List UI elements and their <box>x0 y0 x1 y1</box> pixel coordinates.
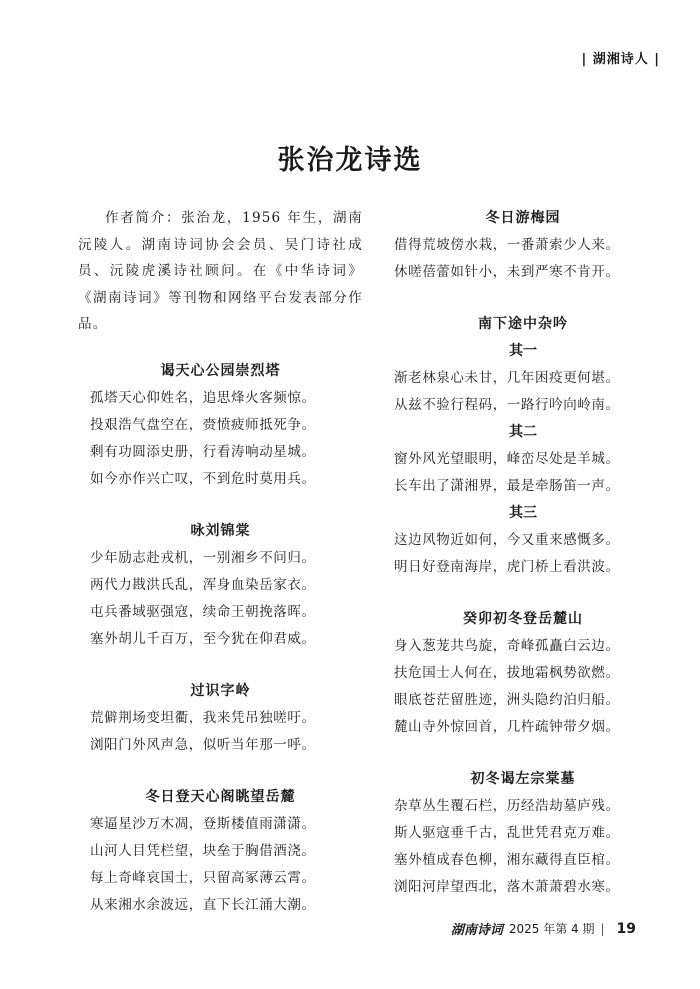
right-poem-list <box>378 205 668 901</box>
poem-subtitle: 其三 <box>509 505 537 521</box>
poem-title: 谒天心公园崇烈塔 <box>160 362 281 379</box>
poem-line: 窗外风光望眼明，峰峦尽处是羊城。 <box>394 451 620 467</box>
poem-title: 初冬谒左宗棠墓 <box>470 771 576 787</box>
poem-line: 投艰浩气盘空在，赍愤疲师抵死争。 <box>90 416 316 433</box>
poem-line: 少年励志赴戎机，一别湘乡不问归。 <box>90 549 316 566</box>
left-column <box>78 205 363 944</box>
poem-title: 过识字岭 <box>190 682 251 699</box>
page-footer <box>451 919 636 938</box>
poem-line: 如今亦作兴亡叹，不到危时莫用兵。 <box>90 470 316 487</box>
poem-line: 麓山寺外惊回首，几杵疏钟带夕烟。 <box>394 719 620 735</box>
poem-line: 每上奇峰哀国士，只留高冢薄云霄。 <box>90 869 316 886</box>
poem-line: 两代力戡洪氏乱，浑身血染岳家衣。 <box>90 576 316 593</box>
poem-line: 荒僻荆场变坦衢，我来凭吊独嗟吁。 <box>90 709 316 726</box>
poem <box>78 678 363 759</box>
left-poem-list <box>78 358 363 919</box>
poem-line: 斯人驱寇垂千古，乱世凭君克万难。 <box>394 825 620 841</box>
poem-line: 从来湘水余波远，直下长江涌大潮。 <box>90 896 316 913</box>
poem-line: 休嗟蓓蕾如针小，未到严寒不肯开。 <box>394 264 620 280</box>
poem <box>378 766 668 901</box>
page-title: 张治龙诗选 <box>277 145 423 176</box>
page-number: 19 <box>616 920 636 937</box>
right-column <box>378 205 668 926</box>
poem-line: 从兹不验行程码，一路行吟向岭南。 <box>394 397 620 413</box>
poem-line: 这边风物近如何，今又重来感慨多。 <box>394 532 620 548</box>
poem-title: 冬日登天心阁眺望岳麓 <box>145 788 296 805</box>
poem-line: 眼底苍茫留胜迹，洲头隐约泊归船。 <box>394 692 620 708</box>
poem-line: 浏阳门外风声急，似听当年那一呼。 <box>90 736 316 753</box>
poem-line: 长车出了潇湘界，最是牵肠笛一声。 <box>394 478 620 494</box>
poem-line: 屯兵番域驱强寇，续命王朝挽落晖。 <box>90 603 316 620</box>
footer-separator: | <box>600 921 605 936</box>
poem-title: 咏刘锦棠 <box>190 522 251 539</box>
poem-line: 山河人目凭栏望，块垒于胸借酒浇。 <box>90 842 316 859</box>
poem <box>78 358 363 493</box>
poem-subtitle: 其一 <box>509 343 537 359</box>
poem-line: 剩有功圆添史册，行看涛响动星城。 <box>90 443 316 460</box>
journal-brand: 湖南诗词 <box>450 923 503 938</box>
author-intro: 作者简介：张治龙，1956 年生，湖南沅陵人。湖南诗词协会会员、吴门诗社成员、沅陵虎溪诗社顾问。在《中华诗词》《湖南诗词》等刊物和网络平台发表部分作品。 <box>78 210 363 332</box>
poem <box>78 518 363 653</box>
poem-line: 杂草丛生覆石栏，历经浩劫墓庐残。 <box>394 798 620 814</box>
poem-line: 孤塔天心仰姓名，追思烽火客频惊。 <box>90 389 316 406</box>
issue-label: 2025 年第 4 期 <box>508 922 595 936</box>
poem-title: 癸卯初冬登岳麓山 <box>463 611 583 627</box>
poem <box>78 784 363 919</box>
poem <box>378 205 668 286</box>
poem-line: 扶危国士人何在，拔地霜枫势欲燃。 <box>394 665 620 681</box>
poem-title: 南下途中杂吟 <box>478 316 568 332</box>
poem-line: 寒逼星沙万木凋，登斯楼值雨潇潇。 <box>90 815 316 832</box>
poem-title: 冬日游梅园 <box>485 210 561 226</box>
section-tag: | 湖湘诗人 | <box>581 52 660 67</box>
poem-line: 明日好登南海岸，虎门桥上看洪波。 <box>394 559 620 575</box>
poem <box>378 606 668 741</box>
poem <box>378 311 668 581</box>
poem-subtitle: 其二 <box>509 424 537 440</box>
poem-line: 塞外胡儿千百万，至今犹在仰君威。 <box>90 630 316 647</box>
poem-line: 身入葱茏共鸟旋，奇峰孤矗白云边。 <box>394 638 620 654</box>
poem-line: 浏阳河岸望西北，落木萧萧碧水寒。 <box>394 879 620 895</box>
poem-line: 借得荒坡傍水栽，一番萧索少人来。 <box>394 237 620 253</box>
poem-line: 塞外植成春色柳，湘东藏得直臣棺。 <box>394 852 620 868</box>
poem-line: 渐老林泉心未甘，几年困疫更何堪。 <box>394 370 620 386</box>
